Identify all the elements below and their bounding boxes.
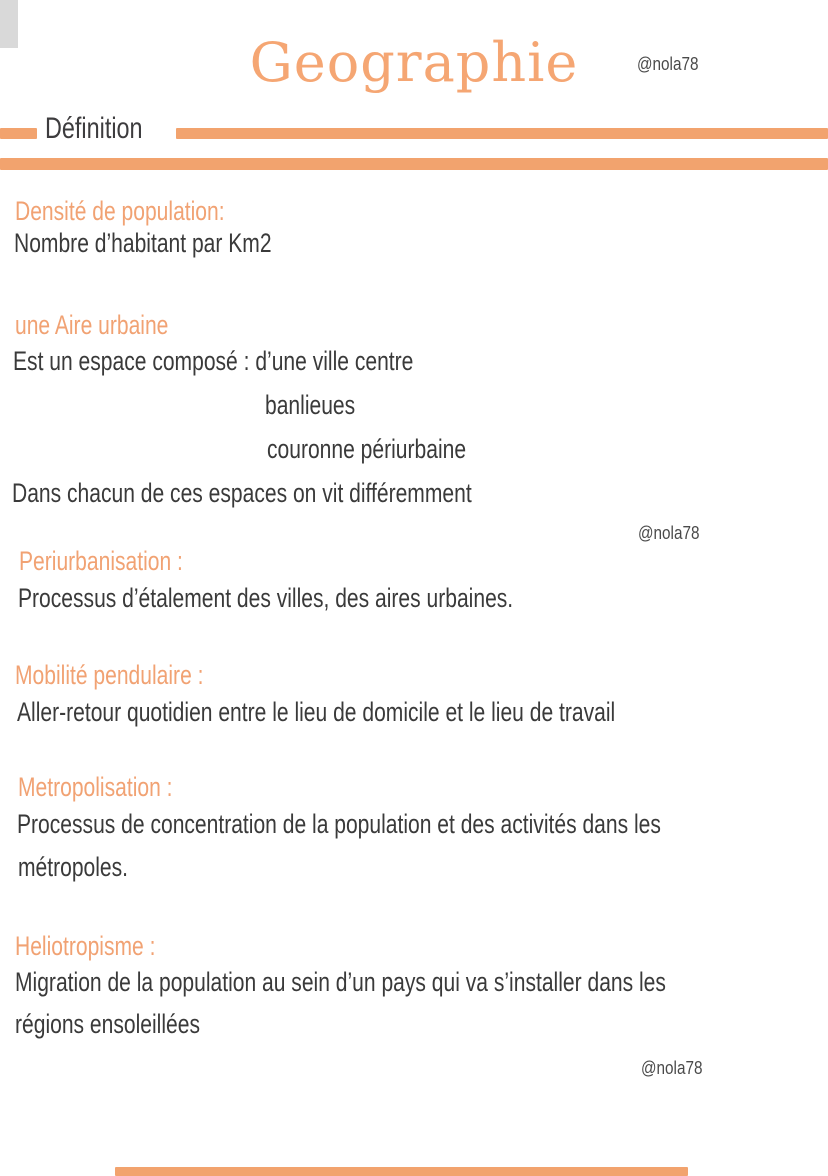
- definition-bar-left: [0, 128, 37, 139]
- definition-text-indented: couronne périurbaine: [267, 434, 467, 464]
- definition-term: Mobilité pendulaire :: [15, 660, 204, 690]
- definition-term: Heliotropisme :: [15, 931, 156, 961]
- definition-term: Metropolisation :: [18, 772, 173, 802]
- definition-text: métropoles.: [18, 852, 129, 882]
- next-page-bar-fragment: [115, 1167, 688, 1176]
- author-handle-top: @nola78: [637, 54, 699, 74]
- page-title: Geographie: [249, 31, 579, 94]
- definition-bar-right: [176, 128, 828, 139]
- definition-text: Aller-retour quotidien entre le lieu de domicile et le lieu de travail: [17, 697, 616, 727]
- definition-text: régions ensoleillées: [15, 1009, 200, 1039]
- definition-text-indented: banlieues: [265, 390, 356, 420]
- definition-text: Processus d’étalement des villes, des aires urbaines.: [18, 583, 514, 613]
- definition-text: Dans chacun de ces espaces on vit différemment: [12, 478, 472, 508]
- author-handle-bottom: @nola78: [641, 1058, 703, 1078]
- definition-text: Processus de concentration de la population et des activités dans les: [17, 809, 661, 839]
- definition-term: une Aire urbaine: [15, 310, 169, 340]
- definition-text: Nombre d’habitant par Km2: [14, 228, 272, 258]
- definition-section-title: Définition: [45, 112, 143, 145]
- definition-term: Densité de population:: [15, 196, 225, 226]
- definition-underline-bar: [0, 158, 828, 170]
- definition-term: Periurbanisation :: [19, 546, 183, 576]
- author-handle-middle: @nola78: [638, 523, 700, 543]
- definition-text: Est un espace composé : d’une ville centre: [13, 346, 414, 376]
- definition-text: Migration de la population au sein d’un pays qui va s’installer dans les: [15, 967, 666, 997]
